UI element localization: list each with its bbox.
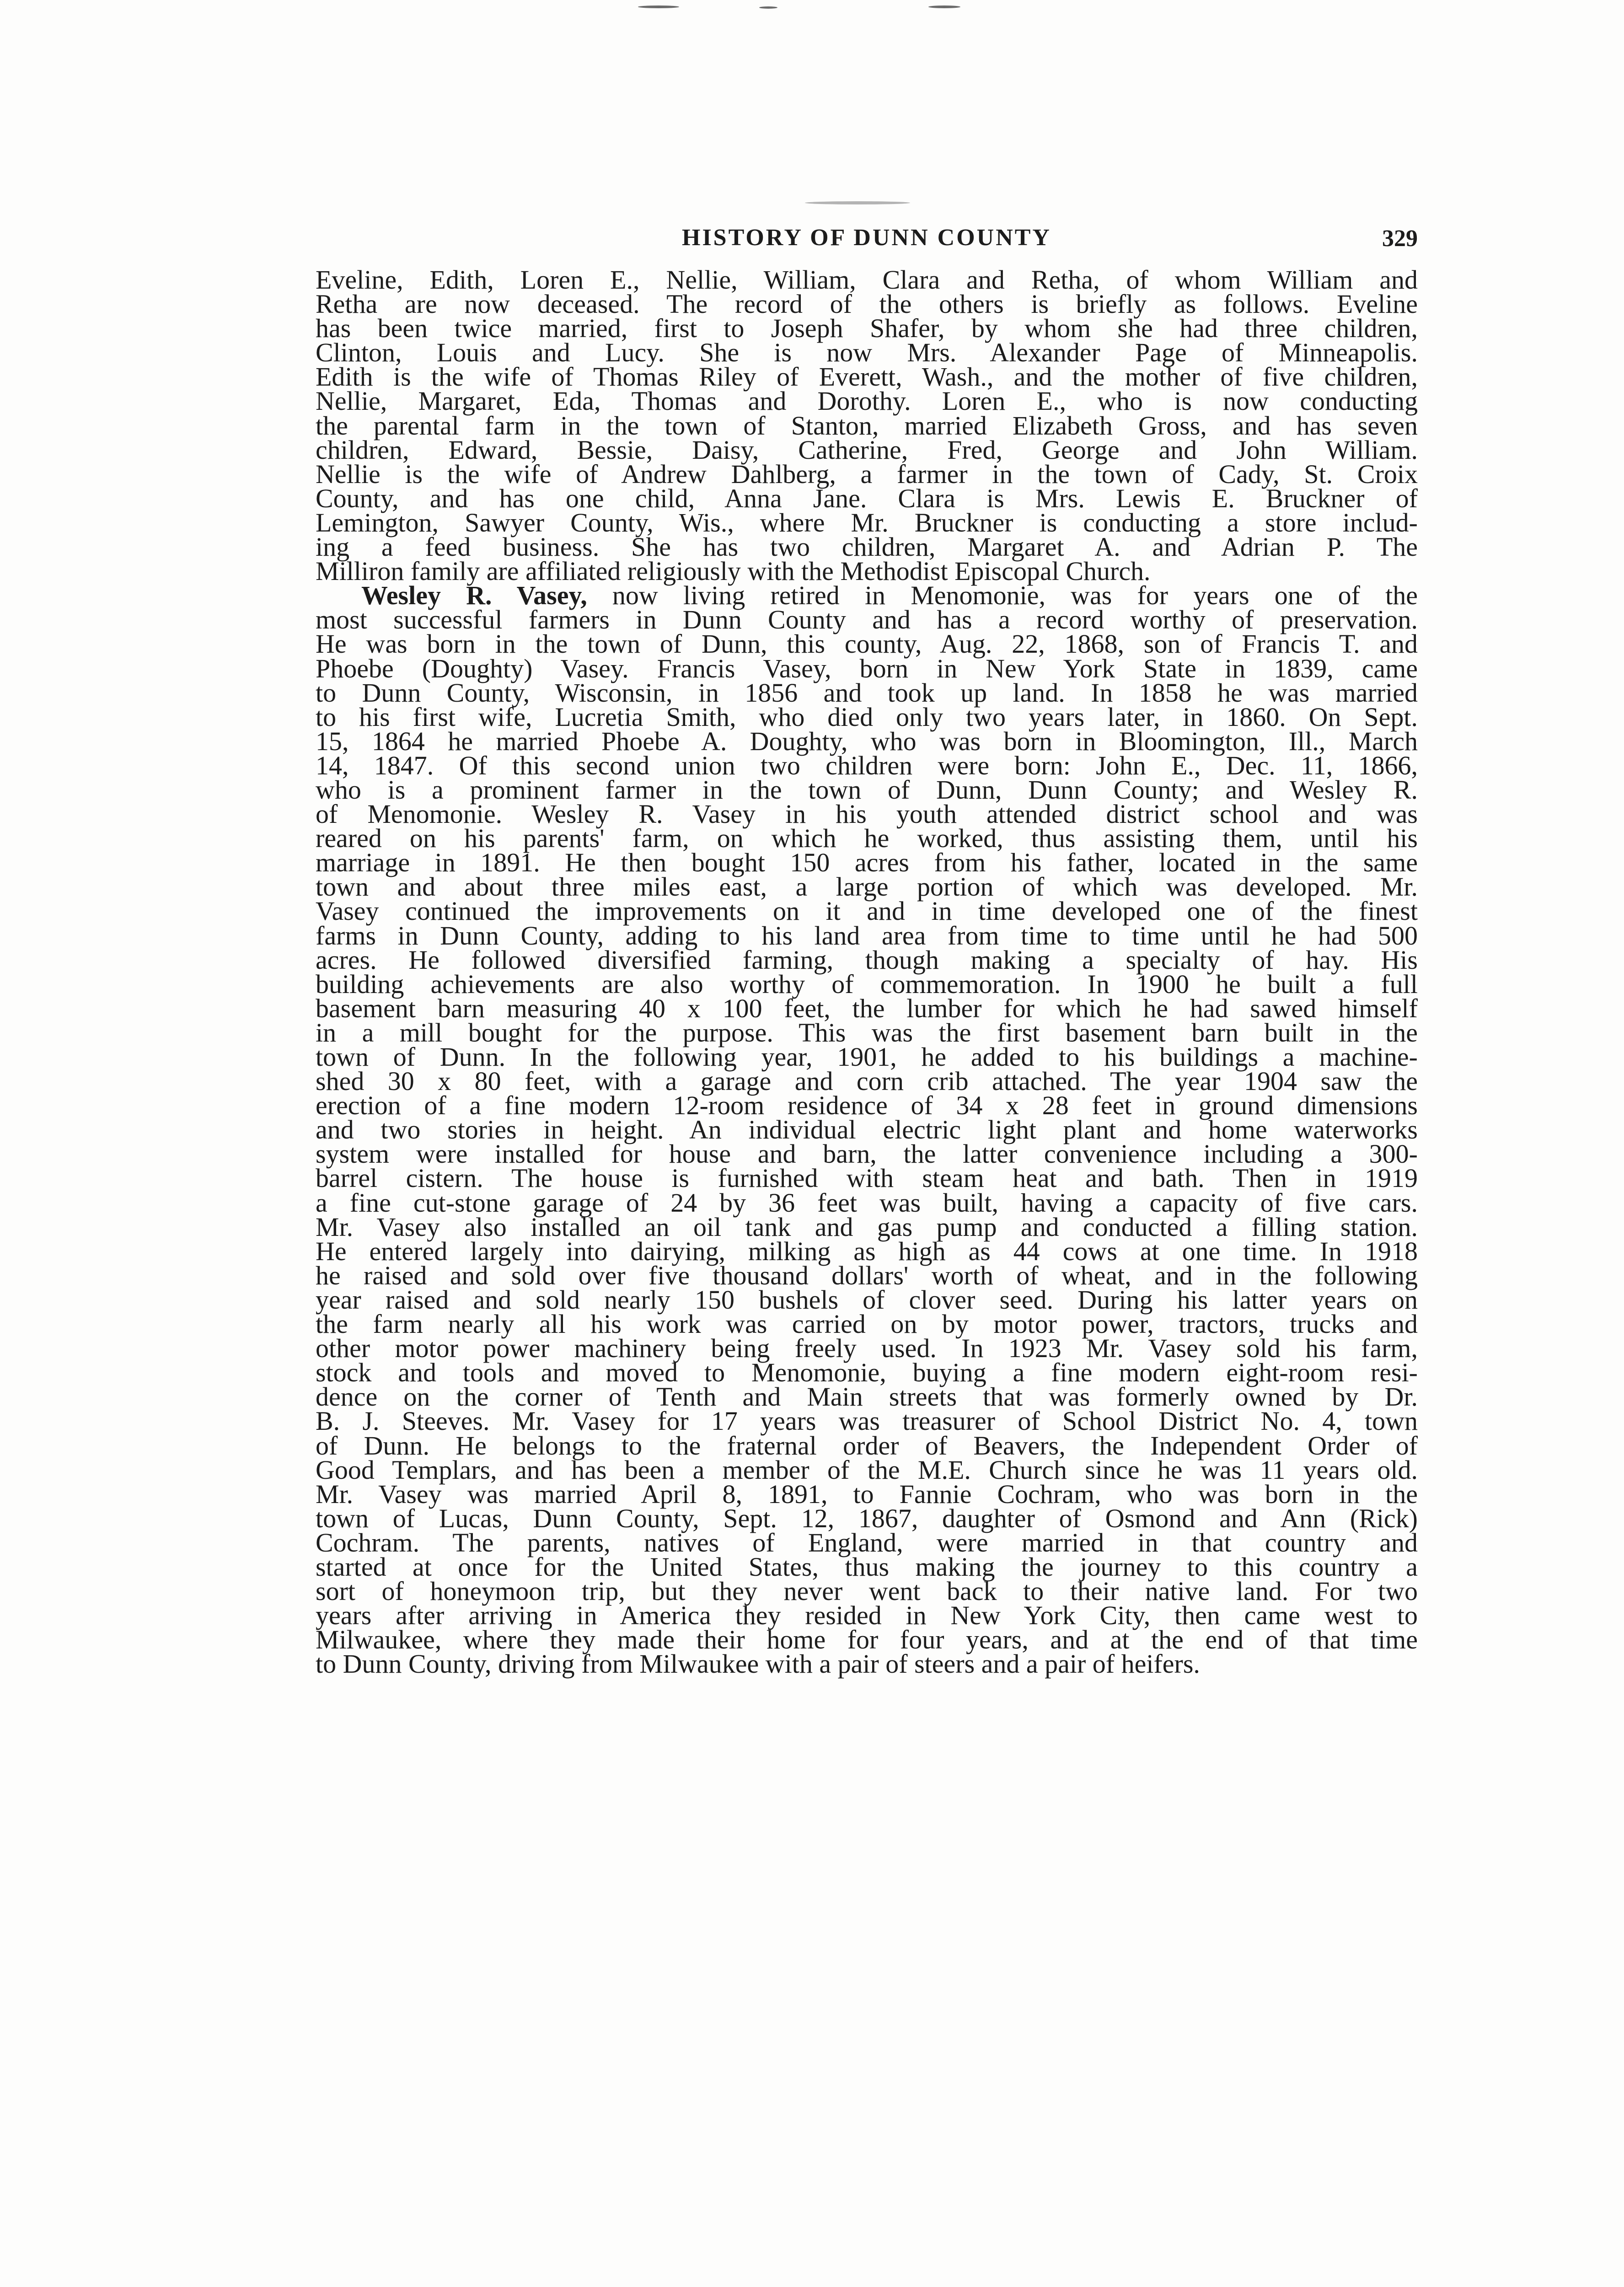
biography-first-line-text: now living retired in Menomonie, was for years one of the xyxy=(587,580,1418,611)
scan-speck xyxy=(805,201,910,204)
text-line: County, and has one child, Anna Jane. Clara is Mrs. Lewis E. Bruckner of xyxy=(316,483,1418,513)
text-line: to his first wife, Lucretia Smith, who died only two years later, in 1860. On Sept. xyxy=(316,702,1418,732)
text-line: Nellie is the wife of Andrew Dahlberg, a farmer in the town of Cady, St. Croix xyxy=(316,459,1418,489)
text-line: B. J. Steeves. Mr. Vasey for 17 years was treasurer of School District No. 4, town xyxy=(316,1406,1418,1436)
text-line: system were installed for house and barn, the latter convenience including a 300- xyxy=(316,1139,1418,1169)
scan-speck xyxy=(638,5,679,8)
text-line: the parental farm in the town of Stanton, married Elizabeth Gross, and has seven xyxy=(316,410,1418,440)
text-line: Clinton, Louis and Lucy. She is now Mrs. Alexander Page of Minneapolis. xyxy=(316,338,1418,368)
text-line: Mr. Vasey also installed an oil tank and gas pump and conducted a filling station. xyxy=(316,1212,1418,1242)
text-line: town of Lucas, Dunn County, Sept. 12, 1867, daughter of Osmond and Ann (Rick) xyxy=(316,1503,1418,1533)
running-title: HISTORY OF DUNN COUNTY xyxy=(682,225,1051,251)
text-line: Cochram. The parents, natives of England, were married in that country and xyxy=(316,1527,1418,1557)
text-line: Milwaukee, where they made their home for four years, and at the end of that time xyxy=(316,1625,1418,1655)
body-text xyxy=(316,265,1418,1679)
text-line: year raised and sold nearly 150 bushels of clover seed. During his latter years on xyxy=(316,1284,1418,1315)
biography-paragraph xyxy=(316,580,1418,1679)
text-line: a fine cut-stone garage of 24 by 36 feet was built, having a capacity of five cars. xyxy=(316,1187,1418,1218)
scan-speck xyxy=(759,6,777,9)
text-line: Vasey continued the improvements on it and in time developed one of the finest xyxy=(316,896,1418,926)
text-line: farms in Dunn County, adding to his land area from time to time until he had 500 xyxy=(316,920,1418,950)
text-line: he raised and sold over five thousand dollars' worth of wheat, and in the following xyxy=(316,1260,1418,1290)
text-line: Eveline, Edith, Loren E., Nellie, William, Clara and Retha, of whom William and xyxy=(316,265,1418,295)
text-line: Nellie, Margaret, Eda, Thomas and Dorothy. Loren E., who is now conducting xyxy=(316,386,1418,416)
text-line: dence on the corner of Tenth and Main streets that was formerly owned by Dr. xyxy=(316,1382,1418,1412)
continued-paragraph xyxy=(316,265,1418,586)
text-line: started at once for the United States, thus making the journey to this country a xyxy=(316,1552,1418,1582)
text-line: who is a prominent farmer in the town of Dunn, Dunn County; and Wesley R. xyxy=(316,774,1418,805)
text-line: He was born in the town of Dunn, this county, Aug. 22, 1868, son of Francis T. and xyxy=(316,629,1418,659)
text-line: barrel cistern. The house is furnished with steam heat and bath. Then in 1919 xyxy=(316,1163,1418,1193)
text-line: town and about three miles east, a large portion of which was developed. Mr. xyxy=(316,872,1418,902)
text-line: Good Templars, and has been a member of the M.E. Church since he was 11 years old. xyxy=(316,1455,1418,1485)
text-line: erection of a fine modern 12-room residence of 34 x 28 feet in ground dimensions xyxy=(316,1090,1418,1121)
text-line: Edith is the wife of Thomas Riley of Everett, Wash., and the mother of five children, xyxy=(316,362,1418,392)
text-line: of Menomonie. Wesley R. Vasey in his youth attended district school and was xyxy=(316,799,1418,829)
text-line: the farm nearly all his work was carried on by motor power, tractors, trucks and xyxy=(316,1309,1418,1339)
text-line: basement barn measuring 40 x 100 feet, the lumber for which he had sawed himself xyxy=(316,993,1418,1023)
text-line: Lemington, Sawyer County, Wis., where Mr. Bruckner is conducting a store includ- xyxy=(316,507,1418,537)
text-line: in a mill bought for the purpose. This was the first basement barn built in the xyxy=(316,1017,1418,1047)
biography-first-line xyxy=(316,580,1418,611)
text-line: stock and tools and moved to Menomonie, buying a fine modern eight-room resi- xyxy=(316,1358,1418,1388)
text-line: Mr. Vasey was married April 8, 1891, to Fannie Cochram, who was born in the xyxy=(316,1479,1418,1509)
text-line: ing a feed business. She has two children, Margaret A. and Adrian P. The xyxy=(316,532,1418,562)
text-line: has been twice married, first to Joseph Shafer, by whom she had three children, xyxy=(316,313,1418,344)
text-line: sort of honeymoon trip, but they never went back to their native land. For two xyxy=(316,1576,1418,1606)
biography-subject-name: Wesley R. Vasey, xyxy=(361,580,587,611)
text-line: Milliron family are affiliated religiously with the Methodist Episcopal Church. xyxy=(316,556,1151,586)
text-line: most successful farmers in Dunn County and has a record worthy of preservation. xyxy=(316,605,1418,635)
text-line: 15, 1864 he married Phoebe A. Doughty, who was born in Bloomington, Ill., March xyxy=(316,726,1418,756)
text-line: years after arriving in America they resided in New York City, then came west to xyxy=(316,1600,1418,1631)
text-line: to Dunn County, driving from Milwaukee with a pair of steers and a pair of heifers. xyxy=(316,1649,1200,1679)
text-line: of Dunn. He belongs to the fraternal order of Beavers, the Independent Order of xyxy=(316,1430,1418,1460)
text-line: and two stories in height. An individual electric light plant and home waterworks xyxy=(316,1115,1418,1145)
page-number: 329 xyxy=(1382,225,1418,252)
text-line: acres. He followed diversified farming, though making a specialty of hay. His xyxy=(316,945,1418,975)
text-line: Retha are now deceased. The record of the others is briefly as follows. Eveline xyxy=(316,289,1418,319)
text-line: children, Edward, Bessie, Daisy, Catherine, Fred, George and John William. xyxy=(316,435,1418,465)
text-line: other motor power machinery being freely used. In 1923 Mr. Vasey sold his farm, xyxy=(316,1333,1418,1364)
text-line: shed 30 x 80 feet, with a garage and corn crib attached. The year 1904 saw the xyxy=(316,1066,1418,1096)
text-line: reared on his parents' farm, on which he worked, thus assisting them, until his xyxy=(316,823,1418,854)
text-line: 14, 1847. Of this second union two children were born: John E., Dec. 11, 1866, xyxy=(316,750,1418,780)
text-line: to Dunn County, Wisconsin, in 1856 and took up land. In 1858 he was married xyxy=(316,677,1418,708)
text-line: marriage in 1891. He then bought 150 acres from his father, located in the same xyxy=(316,848,1418,878)
text-line: building achievements are also worthy of commemoration. In 1900 he built a full xyxy=(316,969,1418,999)
running-head xyxy=(316,224,1418,261)
text-line: He entered largely into dairying, milking as high as 44 cows at one time. In 1918 xyxy=(316,1236,1418,1266)
text-line: town of Dunn. In the following year, 1901, he added to his buildings a machine- xyxy=(316,1042,1418,1072)
text-line: Phoebe (Doughty) Vasey. Francis Vasey, born in New York State in 1839, came xyxy=(316,653,1418,683)
scan-speck xyxy=(928,5,960,8)
